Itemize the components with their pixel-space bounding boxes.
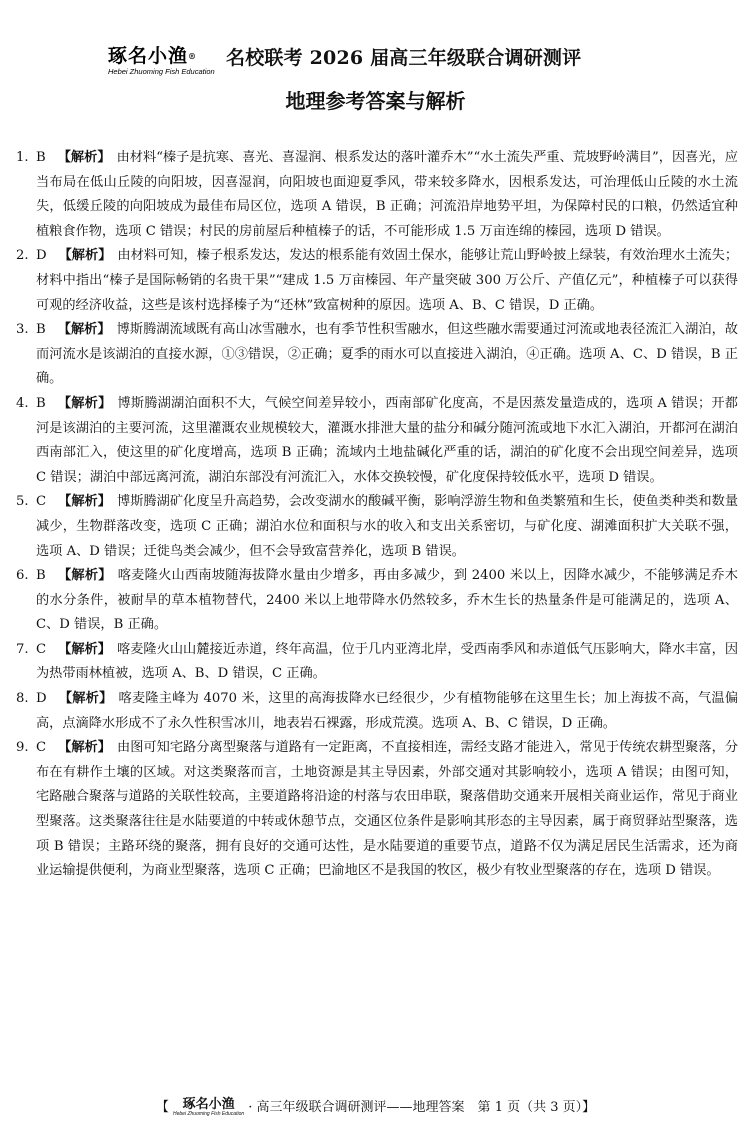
analysis-text: 由材料“榛子是抗寒、喜光、喜湿润、根系发达的落叶灌乔木”“水土流失严重、荒坡野岭满目”，因喜光，应当布局在低山丘陵的向阳坡，因喜湿润，向阳坡也面迎夏季风，带来较多降水，因根系发达，可治理低山丘陵的水土流失，低缓丘陵的向阳坡成为最佳布局区位，选项 A 错误，B 正确；河流沿岸地势平坦，为保障村民的口粮，仍然适宜种植粮食作物，选项 C 错误；村民的房前屋后种植榛子的话，不可能形成 1.5 万亩连绵的榛园，选项 D 错误。: [36, 150, 738, 239]
analysis-label: 【解析】: [58, 248, 112, 264]
document-subtitle: 地理参考答案与解析: [285, 89, 466, 113]
analysis-label: 【解析】: [58, 691, 113, 707]
answer-item: [16, 638, 738, 687]
answer-choice: B: [36, 150, 46, 165]
question-number: 4.: [16, 395, 29, 411]
answer-choice: C: [36, 641, 47, 657]
answer-choice: B: [36, 568, 46, 584]
answer-choice: D: [36, 248, 47, 264]
answer-choice: D: [36, 691, 47, 707]
analysis-text: 喀麦隆火山山麓接近赤道，终年高温，位于几内亚湾北岸，受西南季风和赤道低气压影响大，降水丰富，因为热带雨林植被，选项 A、B、D 错误，C 正确。: [36, 641, 739, 682]
analysis-label: 【解析】: [57, 395, 112, 411]
brand-logo: [108, 45, 220, 76]
analysis-label: 【解析】: [58, 494, 111, 510]
registered-mark: ®: [188, 51, 198, 61]
question-number: 1.: [16, 150, 29, 165]
analysis-text: 由图可知宅路分离型聚落与道路有一定距离，不直接相连，需经支路才能进入，常见于传统农耕型聚落，分布在有耕作土壤的区域。对这类聚落而言，土地资源是其主导因素，外部交通对其影响较小，选项 A 错误；由图可知，宅路融合聚落与道路的关联性较高，主要道路将沿途的村落与农田串联，聚落借助交通来开展相关商业运作，常见于商业型聚落。这类聚落往往是水陆要道的中转或休憩节点，交通区位条件是影响其形态的主导因素，属于商贸驿站型聚落，选项 B 错误；主路环绕的聚落，拥有良好的交通可达性，是水陆要道的重要节点，道路不仅为满足居民生活需求，还为商业运输提供便利，为商业型聚落，选项 C 正确；巴渝地区不是我国的牧区，极少有牧业型聚落的存在，选项 D 错误。: [36, 740, 739, 879]
analysis-label: 【解析】: [58, 641, 111, 657]
answer-item: [16, 736, 738, 884]
answer-item: [16, 146, 738, 244]
answer-item: [16, 318, 738, 392]
footer-logo: [173, 1096, 245, 1117]
answer-choice: B: [36, 322, 46, 338]
footer-logo-text: 琢名小渔: [182, 1096, 235, 1112]
exam-title: 名校联考 2026 届高三年级联合调研测评: [226, 47, 582, 69]
logo-subtitle: Hebei Zhuoming Fish Education: [108, 67, 215, 76]
analysis-text: 喀麦隆主峰为 4070 米，这里的高海拔降水已经很少，少有植物能够在这里生长；加上海拔不高，气温偏高，点滴降水形成不了永久性积雪冰川，地表岩石裸露，形成荒漠。选项 A、B、C 错误，D 正确。: [36, 691, 739, 731]
answer-list: [16, 146, 738, 884]
analysis-text: 博斯腾湖矿化度呈升高趋势，会改变湖水的酸碱平衡，影响浮游生物和鱼类繁殖和生长，使鱼类种类和数量减少，生物群落改变，选项 C 正确；湖泊水位和面积与水的收入和支出关系密切，与矿化度、湖滩面积扩大关联不强，选项 A、D 错误；迁徙鸟类会减少，但不会导致富营养化，选项 B 错误。: [36, 494, 739, 559]
question-number: 3.: [16, 322, 29, 338]
answer-item: [16, 687, 738, 736]
answer-item: [16, 564, 738, 638]
question-number: 5.: [16, 494, 29, 510]
analysis-text: 博斯腾湖流域既有高山冰雪融水，也有季节性积雪融水，但这些融水需要通过河流或地表径流汇入湖泊，故而河流水是该湖泊的直接水源，①③错误，②正确；夏季的雨水可以直接进入湖泊，④正确。选项 A、C、D 错误，B 正确。: [36, 322, 738, 387]
analysis-text: 博斯腾湖湖泊面积不大，气候空间差异较小，西南部矿化度高，不是因蒸发量造成的，选项 A 错误；开都河是该湖泊的主要河流，这里灌溉农业规模较大，灌溉水排泄大量的盐分和碱分随河流或地下水汇入湖泊，开都河在湖泊西南部汇入，使这里的矿化度增高，选项 B 正确；流域内土地盐碱化严重的话，湖泊的矿化度不会出现空间差异，选项 C 错误；湖泊中部远离河流，湖泊东部没有河流汇入，水体交换较慢，矿化度保持较低水平，选项 D 错误。: [36, 395, 738, 485]
page-footer: [0, 1098, 751, 1118]
answer-choice: B: [36, 395, 46, 411]
answer-choice: C: [36, 494, 47, 510]
footer-bracket: 【: [155, 1100, 169, 1115]
analysis-label: 【解析】: [57, 568, 112, 584]
question-number: 7.: [16, 641, 29, 657]
analysis-label: 【解析】: [58, 740, 111, 756]
logo-text: 琢名小渔: [108, 45, 189, 67]
question-number: 6.: [16, 568, 29, 584]
analysis-label: 【解析】: [57, 150, 111, 165]
footer-logo-subtitle: Hebei Zhuoming Fish Education: [173, 1110, 245, 1117]
answer-item: [16, 490, 738, 564]
question-number: 8.: [16, 691, 29, 707]
footer-text: · 高三年级联合调研测评——地理答案 第 1 页（共 3 页）】: [248, 1100, 596, 1115]
analysis-text: 喀麦隆火山西南坡随海拔降水量由少增多，再由多减少，到 2400 米以上，因降水减少，不能够满足乔木的水分条件，被耐旱的草本植物替代，2400 米以上地带降水仍然较多，乔木生长的热量条件是可能满足的，选项 A、C、D 错误，B 正确。: [36, 568, 738, 633]
analysis-text: 由材料可知，榛子根系发达，发达的根系能有效固土保水，能够让荒山野岭披上绿装，有效治理水土流失；材料中指出“榛子是国际畅销的名贵干果”“建成 1.5 万亩榛园、年产量突破 300 万公斤、产值亿元”，种植榛子可以获得可观的经济收益，这些是该村选择榛子为“还林”致富树种的原因。选项 A、B、C 错误，D 正确。: [36, 248, 739, 313]
question-number: 2.: [16, 248, 29, 264]
question-number: 9.: [16, 740, 29, 756]
page-header: [0, 40, 751, 120]
answer-choice: C: [36, 740, 47, 756]
answer-item: [16, 244, 738, 318]
answer-item: [16, 392, 738, 490]
analysis-label: 【解析】: [57, 322, 111, 338]
